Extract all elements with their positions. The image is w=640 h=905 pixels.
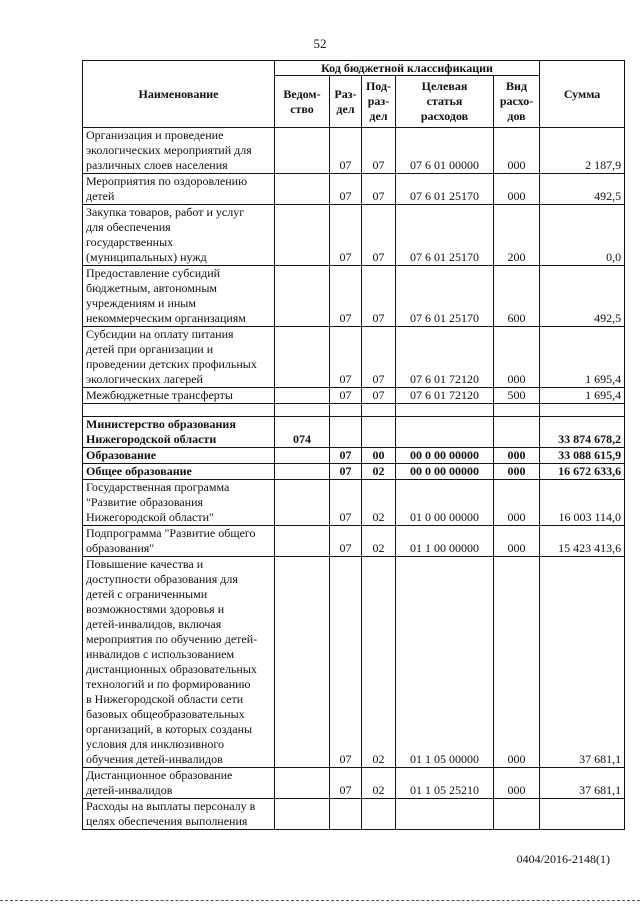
table-row [83,417,625,448]
row-name: Расходы на выплаты персоналу в целях обеспечения выполнения [83,799,275,830]
row-sum: 2 187,9 [540,128,625,174]
table-row [83,526,625,557]
table-body [83,128,625,830]
table-row [83,174,625,205]
row-name: Государственная программа "Развитие образования Нижегородской области" [83,480,275,526]
row-sum: 16 003 114,0 [540,480,625,526]
row-razdel: 07 [330,526,362,557]
row-sum: 37 681,1 [540,557,625,768]
table-row [83,557,625,768]
header-expense-type: Вид расхо- дов [494,76,540,128]
row-name: Закупка товаров, работ и услуг для обеспечения государственных (муниципальных) нужд [83,205,275,266]
empty-cell [83,404,275,417]
row-podrazdel: 02 [362,768,396,799]
row-expense-type: 000 [494,327,540,388]
row-vedomstvo: 074 [275,417,330,448]
row-vedomstvo [275,448,330,464]
empty-cell [330,404,362,417]
row-expense-type [494,799,540,830]
row-target-article [396,799,494,830]
row-expense-type: 000 [494,526,540,557]
row-razdel: 07 [330,448,362,464]
row-expense-type: 000 [494,464,540,480]
row-target-article: 01 0 00 00000 [396,480,494,526]
table-row [83,464,625,480]
row-vedomstvo [275,327,330,388]
row-expense-type: 000 [494,557,540,768]
row-name: Подпрограмма "Развитие общего образования" [83,526,275,557]
row-sum: 1 695,4 [540,388,625,404]
row-vedomstvo [275,464,330,480]
row-razdel: 07 [330,327,362,388]
row-expense-type: 500 [494,388,540,404]
table-row [83,448,625,464]
row-razdel: 07 [330,174,362,205]
row-target-article: 01 1 05 25210 [396,768,494,799]
row-target-article: 00 0 00 00000 [396,464,494,480]
row-podrazdel: 07 [362,388,396,404]
table-row [83,388,625,404]
row-razdel: 07 [330,557,362,768]
row-sum: 37 681,1 [540,768,625,799]
row-vedomstvo [275,799,330,830]
header-podrazdel: Под- раз- дел [362,76,396,128]
row-razdel: 07 [330,464,362,480]
row-razdel [330,417,362,448]
row-vedomstvo [275,768,330,799]
row-sum: 492,5 [540,266,625,327]
row-expense-type: 000 [494,480,540,526]
row-razdel: 07 [330,205,362,266]
row-vedomstvo [275,266,330,327]
row-expense-type: 000 [494,128,540,174]
row-vedomstvo [275,174,330,205]
row-razdel: 07 [330,266,362,327]
row-target-article: 00 0 00 00000 [396,448,494,464]
row-vedomstvo [275,557,330,768]
row-podrazdel: 07 [362,174,396,205]
header-razdel: Раз- дел [330,76,362,128]
row-expense-type [494,417,540,448]
row-target-article: 01 1 05 00000 [396,557,494,768]
row-name: Организация и проведение экологических мероприятий для различных слоев населения [83,128,275,174]
row-sum: 1 695,4 [540,327,625,388]
row-name: Образование [83,448,275,464]
row-name: Межбюджетные трансферты [83,388,275,404]
table-row [83,327,625,388]
row-name: Повышение качества и доступности образования для детей с ограниченными возможностями здоровья и детей-инвалидов, включая мероприятия по обучению детей- инвалидов с использованием дистанционных образовательных технологий и по формированию в Нижегородской области сети базовых общеобразовательных организаций, в которых созданы условия для инклюзивного обучения детей-инвалидов [83,557,275,768]
table-row [83,266,625,327]
header-vedomstvo: Ведом- ство [275,76,330,128]
header-name: Наименование [83,61,275,128]
row-vedomstvo [275,128,330,174]
row-sum: 0,0 [540,205,625,266]
row-sum: 15 423 413,6 [540,526,625,557]
row-podrazdel: 02 [362,480,396,526]
row-razdel: 07 [330,388,362,404]
row-podrazdel: 07 [362,327,396,388]
row-razdel [330,799,362,830]
empty-cell [362,404,396,417]
row-razdel: 07 [330,480,362,526]
table-row [83,768,625,799]
row-podrazdel: 02 [362,464,396,480]
page-number: 52 [313,36,327,51]
budget-table [82,60,625,830]
row-target-article: 07 6 01 72120 [396,327,494,388]
row-expense-type: 000 [494,448,540,464]
row-sum: 33 088 615,9 [540,448,625,464]
row-podrazdel: 02 [362,526,396,557]
table-row [83,205,625,266]
row-podrazdel: 00 [362,448,396,464]
row-razdel: 07 [330,768,362,799]
row-podrazdel [362,417,396,448]
row-target-article: 01 1 00 00000 [396,526,494,557]
row-expense-type: 600 [494,266,540,327]
table-row [83,128,625,174]
row-razdel: 07 [330,128,362,174]
row-sum [540,799,625,830]
row-podrazdel [362,799,396,830]
row-vedomstvo [275,205,330,266]
header-classification-group: Код бюджетной классификации [275,61,540,76]
row-expense-type: 000 [494,768,540,799]
row-target-article: 07 6 01 72120 [396,388,494,404]
row-name: Министерство образования Нижегородской области [83,417,275,448]
row-name: Дистанционное образование детей-инвалидов [83,768,275,799]
row-vedomstvo [275,526,330,557]
row-vedomstvo [275,480,330,526]
empty-cell [275,404,330,417]
row-podrazdel: 07 [362,266,396,327]
row-target-article: 07 6 01 25170 [396,266,494,327]
row-target-article: 07 6 01 25170 [396,205,494,266]
row-name: Мероприятия по оздоровлению детей [83,174,275,205]
row-sum: 492,5 [540,174,625,205]
row-expense-type: 200 [494,205,540,266]
empty-cell [494,404,540,417]
row-name: Общее образование [83,464,275,480]
header-sum: Сумма [540,61,625,128]
row-target-article: 07 6 01 00000 [396,128,494,174]
header-target-article: Целевая статья расходов [396,76,494,128]
row-expense-type: 000 [494,174,540,205]
row-target-article [396,417,494,448]
row-name: Предоставление субсидий бюджетным, автономным учреждениям и иным некоммерческим организациям [83,266,275,327]
table-row [83,480,625,526]
row-podrazdel: 02 [362,557,396,768]
table-row [83,799,625,830]
document-code: 0404/2016-2148(1) [516,852,610,866]
row-podrazdel: 07 [362,205,396,266]
row-sum: 16 672 633,6 [540,464,625,480]
row-podrazdel: 07 [362,128,396,174]
row-vedomstvo [275,388,330,404]
row-sum: 33 874 678,2 [540,417,625,448]
bottom-divider [0,900,640,902]
table-row [83,404,625,417]
empty-cell [396,404,494,417]
row-target-article: 07 6 01 25170 [396,174,494,205]
empty-cell [540,404,625,417]
row-name: Субсидии на оплату питания детей при организации и проведении детских профильных экологических лагерей [83,327,275,388]
